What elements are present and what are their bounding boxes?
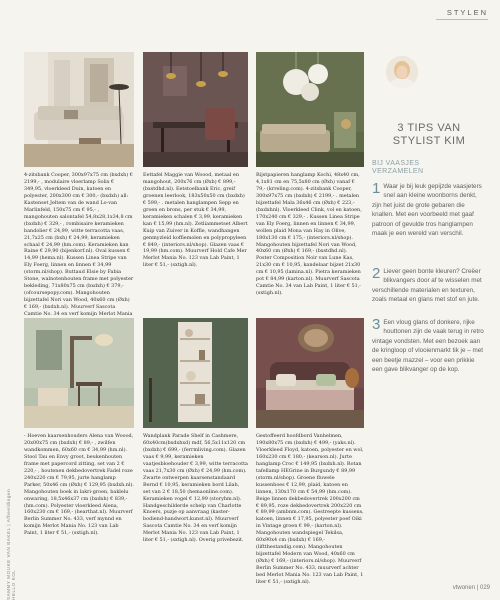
- tips-title-line1: 3 TIPS VAN: [397, 122, 461, 134]
- caption-mint-room: - Hoeven kaarsenhouders Alena van Woood, 20x00x75 cm (bxdxh) € 89,- , zwilfen wandkommen, 60x60 cm € 34,99 (hm.nl). Stool Tau en Envy groot, beukenhouten frame met papercord zitting, set van 2 € 220,- , houtenen dekbedovertrek Fadel roze 240x220 cm € 79,95, jurte hanglamp Parker, 50x46 cm (Øxh) € 129,95 (bxdxh.nl). Mangohouten boek in lakri-groen, baklelu onwaring, 18,5x46x37 cm (bxdxh) € 839,- (hm.com). Polyester vloerkleed Alena, 160x230 cm € 169,- (hearthat.nl). Muurverf Berlin Summer No. 433, verf mynnd en komijn Merlot Mania No. 123 van Lab Paint, 1 liter € 51,- (sxtigh.nl).: [24, 433, 134, 537]
- photo-mint-room: [24, 318, 134, 428]
- photo-living-room: [24, 52, 134, 167]
- tip-2-number: 2: [372, 265, 381, 282]
- tips-heading: [372, 160, 484, 175]
- tip-2: [372, 267, 486, 305]
- tips-title: [369, 122, 489, 148]
- tip-3-text: Een vloug glans of donkere, rijke houttonen zijn de vaak terug in retro vintage vondsten. Met een bezoek aan de kringloop of vlooienmarkt tik je – met een beetje mazzel – voor een prikkie een gave blikvanger op de kop.: [372, 319, 484, 374]
- section-label-text: STYLEN: [446, 8, 488, 17]
- photo-green-lanterns: [256, 52, 364, 167]
- tip-1-text: Waar je bij leuk gepijzde vaasjeters snel aan kleine woonborns denkt, zijn het juist de grote gebaren die knallen. Met een voorbeeld met gaaf patroon of gevulde tros hanglampen maak je een wereld van verschil.: [372, 183, 482, 238]
- caption-green-lanterns: Rijstpapieren hanglamp Kochi, 48x40 cm, 4,1x81 cm en 75,5x80 cm (Øxh) vanaf € 79,- (krreling.com). 4-zitsbank Cooper, 300x97x75 cm (bxdxh) € 2199,- . metalen bijzettafel Mala 36x46 cm (Øxh) € 223,- (bxdxhnl). Vloerkleed Clink, vol en katoen, 170x240 cm € 329,- . Kussen Linea Stripe van Ely Foerg, linnen en linnen € 34,99, wollen plaid Mona van Hay in Olive, 180x130 cm € 175,- (interiors.nl/shop). Mangohouten bijzettafel Nori van Wood, 40x60 cm (Øxh) € 169,- (bxstdhd.nl). Poster Composition Noir van Lune Kas, 21x30 cm € 10,95, kandelaar bijzet 21x30 cm € 10,95 (lamina.nl). Pietra keramieken pot € 84,99 (karton.nl). Muurverf Sascota Camtie No. 34 van Lab Paint, 1 liter € 51,- (sxtigh.nl).: [256, 172, 362, 297]
- photo-bedroom: [256, 318, 364, 428]
- section-rule: [436, 19, 488, 20]
- caption-bedroom: Gestoffeerd hoofdbord Vanhelmen, 190x80x75 cm (bxdxh) € 499,- (yaks.nl). Vloerkleed Floyd, katoen, polyester en wol, 160x230 cm € 180,- (kearson.nl). Jurte hanglamp Croc € 149,95 (bxdxh.nl). Rotan tafellamp HEGrine in Burgundy € 89,99 (storm.nl/shop). Groene fluwele kussenhoes € 12,99, plaid, katoen en linnen, 130x170 cm € 54,99 (hm.com). Beige linnen dekbedovertrek 200x200 cm € 89,95, roze dekbedovertrek 200x220 cm € 89,99 (ambnm.com). Gestreepte kussens, katoen, linnen € 17,95, polyester poef Oiki in Vintage groen € 99,- (karton.nl). Mangohouten wandspiegel Tekilsa, 60x90x4 cm (bxdxh) € 169,- (liftthestandig.com). Mangohouten bijzettafel Modern van Wood, 40x60 cm (Øxh) € 169,- (interiors.nl/shop). Muurverf Berlin Summer No. 433, muurverf achter bed Merlot Mania No. 123 van Lab Paint, 1 liter € 51,- (sxtigh.nl).: [256, 433, 364, 586]
- tip-3-number: 3: [372, 316, 381, 333]
- tip-1: [372, 182, 486, 239]
- tip-1-number: 1: [372, 180, 381, 197]
- caption-wall-shelf: Wandplank Parade Shelf in Cashmere, 60x40cm(bxdxhxd) mdf, 56,5x11x120 cm (bxdxh) € 699,- (ferrmliving.com). Glazen vaas € 9,99, keramieken vaatjesbloehouder € 3,99, witte terracotta vaas 21,7x30 cm (Øxh) € 24,99 (hm.com). Zwarte ontwerpen kaarsenstandaard Bernd € 10,95, keramieken bord Lilah, set van 2 € 18,50 (hemaonline.com). Keramieken vogel € 12,99 (storyhm.nl). Handgeschilderde schelp van Charlotte Knoers, puzje op aanvraag (kaster-bodiend-handwort.kunst.nl). Muurverf Sascota Camtie No. 34 en verf komijn Merlot Mania No. 123 van Lab Paint, 1 liter € 51,- (sxtigh.nl). Overig privebezit.: [143, 433, 248, 544]
- tips-heading-line2: VERZAMELEN: [372, 167, 424, 175]
- tips-heading-line1: BIJ VAASJES: [372, 160, 420, 167]
- tip-3: [372, 318, 486, 375]
- section-label: [447, 8, 488, 17]
- photo-credit: SAMMY MOUKE VAN BAKEL | Afbeeldingen HELLO KOL: [6, 488, 16, 600]
- caption-living-room: 4-zitsbank Cooper, 300x97x75 cm (bxdxh) € 2199,- , modulaire vloerlamp Solix € 349,95, vloerkleed Duin, katoen en polyester, 200x300 cm € 300,- (bxdxh) all: Kastenset Jeltem van de wand Lo-van Marlinfeld, 150x75 cm € 95,- , mangohouten salontafel 54,8x28,1x34,8 cm (bxdxh) € 329,- , rombisaire keramieken bandolier € 24,99, witte terracotta vaas, 21,7x25 cm (bxh) € 24,99, keramieken schaal € 24,99 (hm.com). Keramieken kan Raine € 29,90 (bijenkorf.nl). Oval kussen € 14,99 (hema.nl). Kussen Linea Stripe van Ely Foerg, linnen en linnen € 34,99 (storm.nl/shop). Buttaud Elsie by Fabia Stone, walnotenhouten frame met polyester bekleding, 71x80x75 cm (bxdxh) € 379,- (ofcoursepopy.com). Mangohouten bijzettafel Nori van Wood, 40x60 cm (Øxh) € 169,- (bxdxh.nl). Muurverf Sascota Camtie No. 34 en verf komijn Merlot Mania: [24, 172, 134, 318]
- page-footer: [453, 585, 490, 591]
- caption-dining: Eettafel Maggie van Woood, metaal en mangohout, 200x76 cm (Øxh) € 899,- (bxstdhd.nl). Eetstoelbank Eric, greif groenen leerlook, 183x50x50 cm (bxdxh) € 599,- . metalen hanglampen Sepp en groen en brons, per stuk € 34,99, keramieken schalen € 3,99, keramieken kan € 15,99 (hm.nl). Zetliammetset Albert Kuip van Zuiver in Koffie, wandhangen genmyzleid koffiemolen en polypropyleen € 849,- (interiors.nl/shop). Glazen vaas € 19,99 (hm.com). Muurverf Hold Cafe Mer Merlot Mania No. 123 van Lab Paint, 1 liter € 51,- (sxtigh.nl).: [143, 172, 248, 269]
- page-number: 029: [479, 585, 490, 591]
- tips-title-line2: STYLIST KIM: [392, 135, 466, 148]
- photo-dining: [143, 52, 248, 167]
- footer-brand: vtwonen: [452, 585, 476, 591]
- tip-2-text: Liever geen bonte kleuren? Creëer blikvangers door af te wisselen met verschillende materialen en texturen, zoals metaal en glans met stof en jute.: [372, 268, 482, 304]
- photo-wall-shelf: [143, 318, 248, 428]
- stylist-avatar: [386, 56, 418, 88]
- footer-separator: |: [476, 585, 479, 591]
